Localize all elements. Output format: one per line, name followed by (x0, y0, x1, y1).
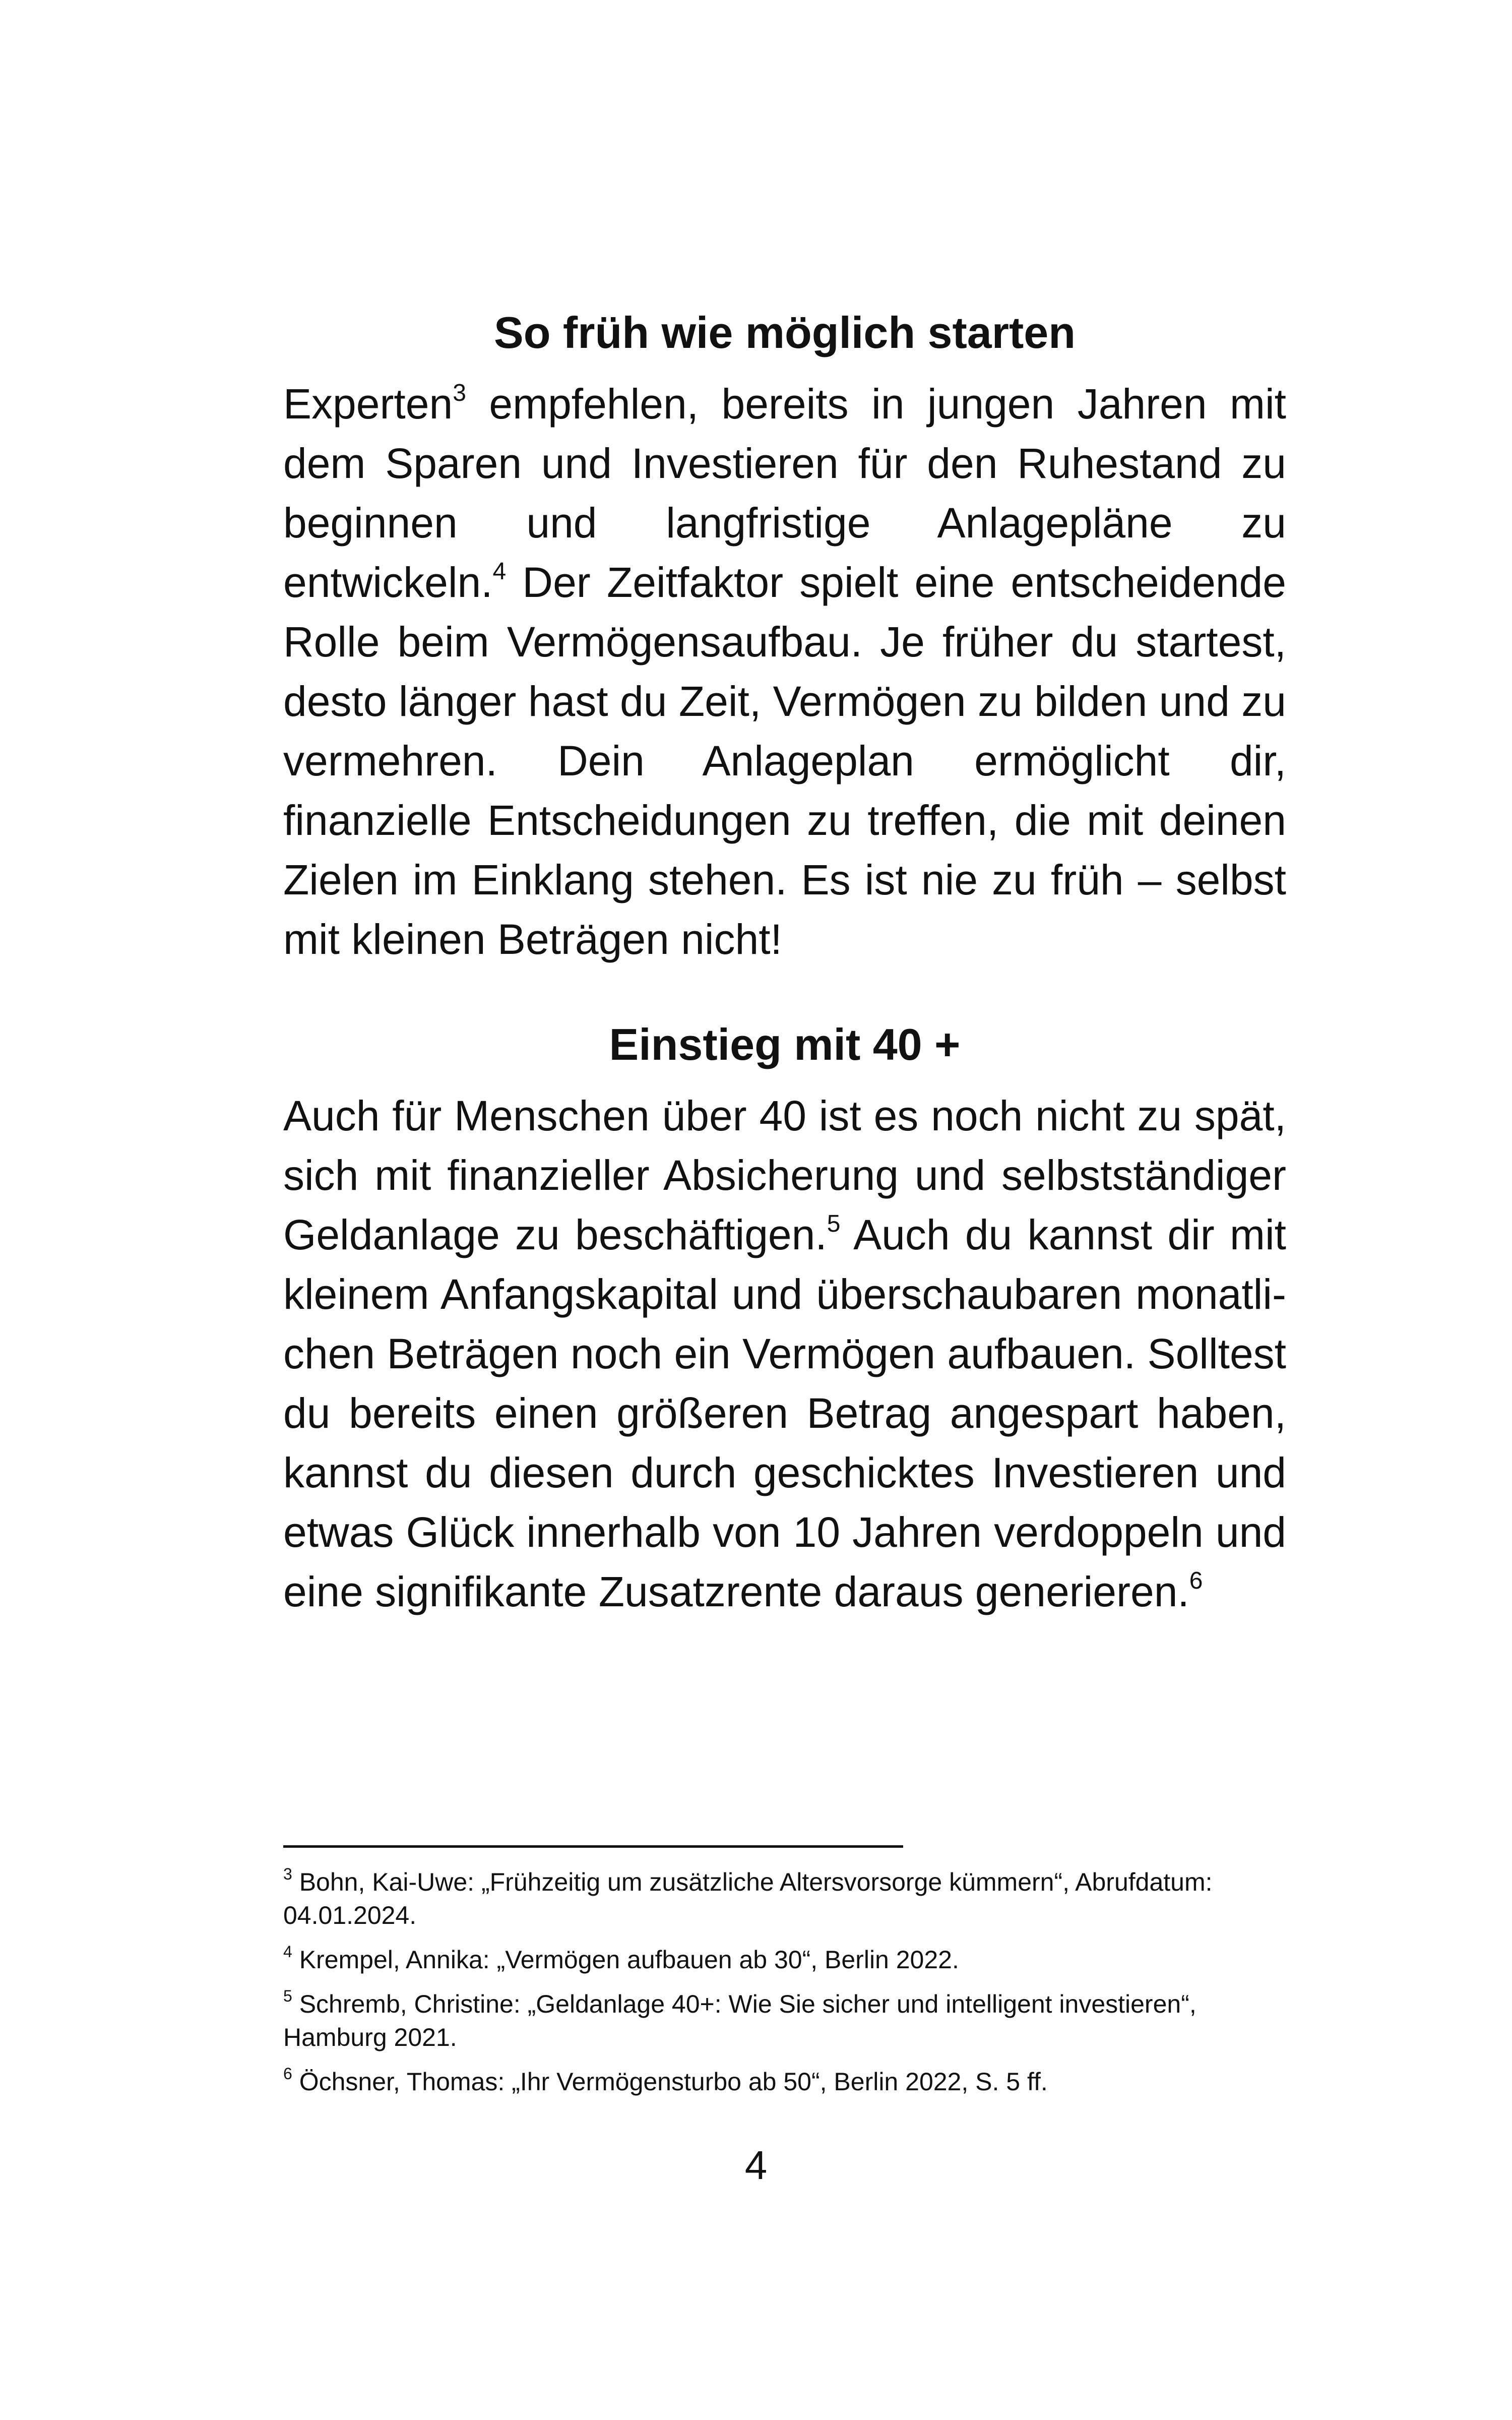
footnote-ref-5[interactable]: 5 (827, 1211, 841, 1237)
paragraph-start-early (283, 374, 1286, 969)
footnote-number: 5 (283, 1987, 292, 2006)
footnote-ref-4[interactable]: 4 (492, 558, 507, 585)
footnote-item (283, 1943, 1286, 1976)
main-content (283, 302, 1286, 1621)
section-heading-entry-40: Einstieg mit 40 + (609, 1019, 961, 1069)
footnote-number: 6 (283, 2065, 292, 2083)
paragraph-text: Auch für Menschen über 40 ist es noch nicht zu spät, sich mit finanzieller Absicherung und selbstständiger Geldanlage zu beschäftigen. (283, 1092, 1286, 1258)
page-number: 4 (744, 2143, 768, 2188)
footnote-text: Öchsner, Thomas: „Ihr Vermögensturbo ab 50“, Berlin 2022, S. 5 ff. (292, 2068, 1048, 2096)
footnote-ref-3[interactable]: 3 (453, 380, 466, 406)
section-heading-start-early: So früh wie möglich starten (494, 308, 1076, 357)
footnotes-list (283, 1865, 1286, 2109)
paragraph-entry-40 (283, 1086, 1286, 1621)
footnote-item (283, 1987, 1286, 2054)
footnote-divider (283, 1845, 903, 1848)
paragraph-text: Auch du kannst dir mit kleinem Anfangskapital und überschaubaren monatlichen Beträgen noch ein Vermögen aufbauen. Solltest du bereits einen größeren Betrag angespart haben, kannst du diesen durch geschicktes Investieren und etwas Glück innerhalb von 10 Jahren verdoppeln und eine signifikante Zusatzrente daraus generieren. (283, 1211, 1287, 1615)
footnote-text: Bohn, Kai-Uwe: „Frühzeitig um zusätzliche Altersvorsorge kümmern“, Abrufdatum: 04.01.2024. (283, 1868, 1213, 1929)
footnote-text: Krempel, Annika: „Vermögen aufbauen ab 30“, Berlin 2022. (292, 1946, 959, 1974)
footnote-item (283, 2065, 1286, 2098)
footnote-text: Schremb, Christine: „Geldanlage 40+: Wie Sie sicher und intelligent investieren“, Hamburg 2021. (283, 1990, 1196, 2051)
footnote-number: 4 (283, 1943, 292, 1961)
footnote-ref-6[interactable]: 6 (1189, 1567, 1203, 1594)
paragraph-text: Der Zeitfaktor spielt eine entscheidende Rolle beim Vermögensaufbau. Je früher du startest, desto länger hast du Zeit, Vermögen zu bilden und zu vermehren. Dein Anlageplan ermöglicht dir, finanzielle Entscheidungen zu treffen, die mit deinen Zielen im Einklang stehen. Es ist nie zu früh – selbst mit kleinen Beträgen nicht! (283, 559, 1286, 963)
paragraph-text: empfehlen, bereits in jungen Jahren mit dem Sparen und Investieren für den Ruhestand zu beginnen und langfristige Anlagepläne zu entwickeln. (283, 380, 1286, 606)
footnote-item (283, 1865, 1286, 1932)
footnote-number: 3 (283, 1865, 292, 1884)
paragraph-text: Experten (283, 380, 453, 428)
